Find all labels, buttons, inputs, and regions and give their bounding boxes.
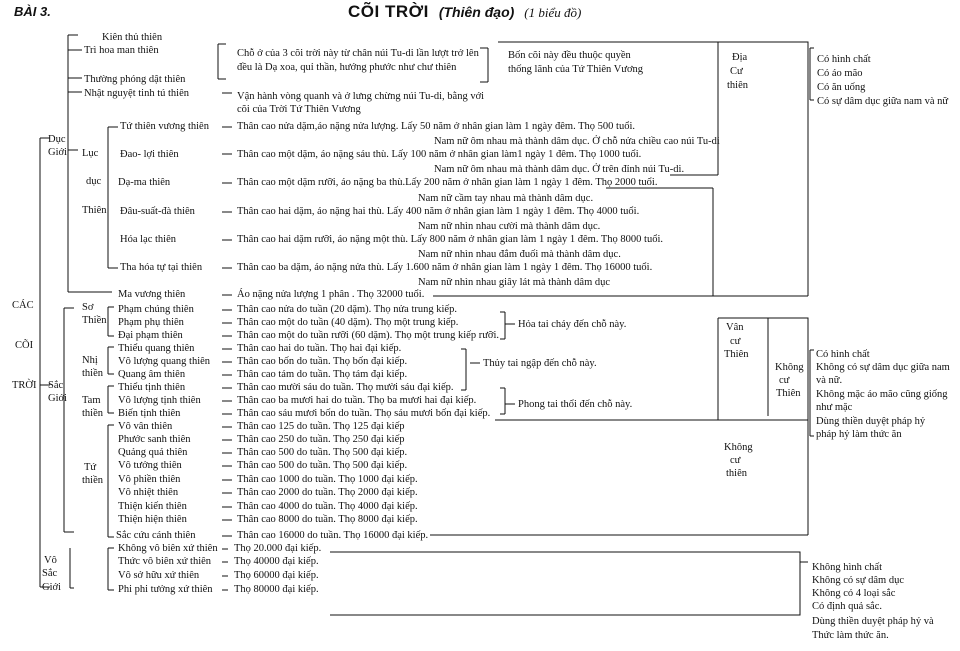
formless-heaven-name-3: Vô sở hữu xứ thiên <box>118 570 200 581</box>
title-main: CÕI TRỜI <box>348 2 429 21</box>
lesson-label: BÀI 3. <box>14 4 51 19</box>
form-heaven-name-9: Biến tịnh thiên <box>118 408 181 419</box>
six-heavens-label-3: Thiên <box>82 205 107 216</box>
six-heaven-extra-4: Nam nữ nhìn nhau cười mà thành dâm dục. <box>418 221 601 232</box>
trait-form-6: Dùng thiền duyệt pháp hỷ <box>816 416 926 427</box>
class-sky-2: cư <box>730 455 741 466</box>
six-heaven-extra-1: Nam nữ ôm nhau mà thành dâm dục. Ở chỗ nửa chiều cao núi Tu-di <box>434 136 720 147</box>
trait-form-1: Có hình chất <box>816 349 870 360</box>
form-heaven-desc-10: Thân cao 125 do tuần. Thọ 125 đại kiếp <box>237 421 405 432</box>
class-sky2-2: cư <box>779 375 790 386</box>
form-heaven-desc-16: Thân cao 4000 do tuần. Thọ 4000 đại kiếp. <box>237 501 418 512</box>
trait-formless-2: Không có sự dâm dục <box>812 575 905 586</box>
trait-form-7: pháp hỷ làm thức ăn <box>816 429 902 440</box>
six-heaven-extra-2: Nam nữ ôm nhau mà thành dâm dục. Ở trên đỉnh núi Tu-di. <box>434 164 685 175</box>
realm-formless-2: Sắc <box>42 568 58 579</box>
mara-heaven-desc: Áo nặng nửa lượng 1 phân . Thọ 32000 tuổi. <box>237 289 425 300</box>
top-item-1: Kiên thủ thiên <box>102 32 163 43</box>
trait-form-3: và nữ. <box>816 375 843 386</box>
form-heaven-name-12: Quảng quả thiên <box>118 447 188 458</box>
top-item-2: Trì hoa man thiên <box>84 45 159 56</box>
form-heaven-name-5: Vô lượng quang thiên <box>118 356 211 367</box>
formless-heaven-desc-1: Thọ 20.000 đại kiếp. <box>234 543 322 554</box>
top-note-1b: đều là Dạ xoa, quỉ thần, hướng phước như chư thiên <box>237 62 457 73</box>
form-heaven-desc-11: Thân cao 250 do tuần. Thọ 250 đại kiếp <box>237 434 405 445</box>
formless-heaven-name-4: Phi phi tưởng xứ thiên <box>118 584 213 595</box>
mara-heaven-name: Ma vương thiên <box>118 289 186 300</box>
six-heaven-desc-4: Thân cao hai dặm, áo nặng hai thù. Lấy 400 năm ở nhân gian làm 1 ngày 1 đêm. Thọ 4000 tuổi. <box>237 206 640 217</box>
realm-form-2: Giới <box>48 393 67 404</box>
realm-form-1: Sắc <box>48 380 64 391</box>
disaster-fire: Hỏa tai cháy đến chỗ này. <box>518 319 627 330</box>
trait-formless-1: Không hình chất <box>812 562 882 573</box>
trait-formless-3: Không có 4 loại sắc <box>812 588 896 599</box>
six-heaven-desc-6: Thân cao ba dặm, áo nặng nửa thù. Lấy 1.600 năm ở nhân gian làm 1 ngày 1 đêm. Thọ 16000 tuổi. <box>237 262 653 273</box>
realm-formless-3: Giới <box>42 582 61 593</box>
trait-formless-4: Có định quả sắc. <box>812 601 882 612</box>
form-heaven-name-17: Thiện hiện thiên <box>118 514 187 525</box>
six-heaven-desc-3: Thân cao một dặm rưỡi, áo nặng ba thù.Lấy 200 năm ở nhân gian làm 1 ngày 1 đêm. Thọ 2000 tuổi. <box>237 177 658 188</box>
top-note-3b: thống lãnh của Tứ Thiên Vương <box>508 64 644 75</box>
form-heaven-desc-4: Thân cao hai do tuần. Thọ hai đại kiếp. <box>237 343 402 354</box>
form-heaven-name-6: Quang âm thiên <box>118 369 186 380</box>
six-heavens-label-2: dục <box>86 176 102 187</box>
form-heaven-name-15: Vô nhiệt thiên <box>118 487 179 498</box>
trait-ground-2: Có áo mão <box>817 68 863 79</box>
form-heaven-desc-2: Thân cao một do tuần (40 dặm). Thọ một trung kiếp. <box>237 317 459 328</box>
trait-form-5: như mặc <box>816 402 853 413</box>
form-heaven-desc-12: Thân cao 500 do tuần. Thọ 500 đại kiếp. <box>237 447 408 458</box>
form-heaven-desc-3: Thân cao một do tuần rưỡi (60 dặm). Thọ một trung kiếp rưỡi. <box>237 330 499 341</box>
formless-heaven-desc-2: Thọ 40000 đại kiếp. <box>234 556 319 567</box>
trait-form-4: Không mặc áo mão cũng giống <box>816 389 948 400</box>
form-heaven-name-7: Thiểu tịnh thiên <box>118 382 186 393</box>
six-heaven-desc-1: Thân cao nửa dặm,áo nặng nửa lượng. Lấy 50 năm ở nhân gian làm 1 ngày đêm. Thọ 500 tuổi. <box>237 121 636 132</box>
top-note-1a: Chỗ ở của 3 cõi trời này từ chân núi Tu-di lần lượt trở lên <box>237 48 479 59</box>
six-heaven-name-1: Tứ thiên vương thiên <box>120 121 209 132</box>
top-note-2a: Vận hành vòng quanh và ở lưng chừng núi Tu-di, bằng với <box>237 91 485 102</box>
class-pure-1: Vân <box>726 322 744 333</box>
trait-ground-3: Có ăn uống <box>817 82 866 93</box>
dhyana-first-2: Thiền <box>82 315 107 326</box>
class-ground-2: Cư <box>730 66 743 77</box>
form-heaven-desc-8: Thân cao ba mươi hai do tuần. Thọ ba mươi hai đại kiếp. <box>237 395 477 406</box>
dhyana-fourth-1: Tứ <box>84 462 97 473</box>
top-item-3: Thường phóng dật thiên <box>84 74 186 85</box>
six-heaven-extra-3: Nam nữ cầm tay nhau mà thành dâm dục. <box>418 193 594 204</box>
root-label-3: TRỜI <box>12 380 37 391</box>
class-sky2-3: Thiên <box>776 388 801 399</box>
form-heaven-name-4: Thiểu quang thiên <box>118 343 195 354</box>
top-note-2b: cõi của Trời Tứ Thiên Vương <box>237 104 361 115</box>
six-heaven-name-5: Hóa lạc thiên <box>120 234 176 245</box>
trait-formless-6: Thức làm thức ăn. <box>812 630 889 641</box>
class-pure-2: cư <box>730 336 741 347</box>
formless-heaven-desc-3: Thọ 60000 đại kiếp. <box>234 570 319 581</box>
form-heaven-name-14: Vô phiền thiên <box>118 474 181 485</box>
form-heaven-desc-9: Thân cao sáu mươi bốn do tuần. Thọ sáu mươi bốn đại kiếp. <box>237 408 491 419</box>
six-heaven-name-6: Tha hóa tự tại thiên <box>120 262 203 273</box>
root-label-1: CÁC <box>12 300 34 311</box>
formless-heaven-name-2: Thức vô biên xứ thiên <box>118 556 212 567</box>
six-heaven-desc-2: Thân cao một dặm, áo nặng sáu thù. Lấy 100 năm ở nhân gian làm1 ngày 1 đêm. Thọ 1000 tuổi. <box>237 149 642 160</box>
top-item-4: Nhật nguyệt tinh tú thiên <box>84 88 189 99</box>
disaster-wind: Phong tai thổi đến chỗ này. <box>518 399 633 410</box>
six-heaven-extra-6: Nam nữ nhìn nhau giây lát mà thành dâm dục <box>418 277 611 288</box>
dhyana-first-1: Sơ <box>82 302 94 313</box>
form-heaven-name-8: Vô lượng tịnh thiên <box>118 395 201 406</box>
form-heaven-desc-17: Thân cao 8000 do tuần. Thọ 8000 đại kiếp. <box>237 514 418 525</box>
dhyana-third-2: thiền <box>82 408 103 419</box>
form-heaven-desc-13: Thân cao 500 do tuần. Thọ 500 đại kiếp. <box>237 460 408 471</box>
six-heaven-name-4: Đâu-suất-đà thiên <box>120 206 195 217</box>
six-heaven-extra-5: Nam nữ nhìn nhau đắm đuối mà thành dâm dục. <box>418 249 621 260</box>
dhyana-fourth-2: thiền <box>82 475 103 486</box>
form-heaven-name-11: Phước sanh thiên <box>118 434 191 445</box>
form-heaven-name-10: Vô vân thiên <box>118 421 173 432</box>
formless-heaven-desc-4: Thọ 80000 đại kiếp. <box>234 584 319 595</box>
form-heaven-name-18: Sắc cứu cánh thiên <box>116 530 196 541</box>
form-heaven-desc-18: Thân cao 16000 do tuần. Thọ 16000 đại kiếp. <box>237 530 429 541</box>
realm-formless-1: Vô <box>44 555 57 566</box>
class-sky2-1: Không <box>775 362 804 373</box>
root-label-2: CÕI <box>15 340 34 351</box>
class-pure-3: Thiên <box>724 349 749 360</box>
six-heaven-name-3: Dạ-ma thiên <box>118 177 171 188</box>
trait-ground-4: Có sự dâm dục giữa nam và nữ <box>817 96 949 107</box>
dhyana-second-2: thiền <box>82 368 103 379</box>
form-heaven-name-3: Đại phạm thiên <box>118 330 183 341</box>
form-heaven-desc-7: Thân cao mười sáu do tuần. Thọ mười sáu đại kiếp. <box>237 382 454 393</box>
class-ground-3: thiên <box>727 80 748 91</box>
form-heaven-name-16: Thiện kiến thiên <box>118 501 187 512</box>
form-heaven-desc-6: Thân cao tám do tuần. Thọ tám đại kiếp. <box>237 369 408 380</box>
class-ground-1: Địa <box>732 52 748 63</box>
trait-form-2: Không có sự dâm dục giữa nam <box>816 362 950 373</box>
formless-heaven-name-1: Không vô biên xứ thiên <box>118 543 218 554</box>
form-heaven-desc-14: Thân cao 1000 do tuần. Thọ 1000 đại kiếp. <box>237 474 418 485</box>
title-subtitle: (Thiên đạo) <box>438 4 515 20</box>
disaster-water: Thủy tai ngập đến chỗ này. <box>483 358 597 369</box>
realm-desire-1: Dục <box>48 134 66 145</box>
title-note: (1 biểu đồ) <box>524 5 582 20</box>
page-title <box>348 2 581 22</box>
six-heavens-label-1: Lục <box>82 148 99 159</box>
form-heaven-name-2: Phạm phụ thiên <box>118 317 184 328</box>
six-heaven-desc-5: Thân cao hai dặm rưỡi, áo nặng một thù. Lấy 800 năm ở nhân gian làm 1 ngày 1 đêm. Thọ 8000 tuổi. <box>237 234 664 245</box>
six-heaven-name-2: Đao- lợi thiên <box>120 149 179 160</box>
form-heaven-name-13: Vô tưởng thiên <box>118 460 182 471</box>
class-sky-3: thiên <box>726 468 747 479</box>
form-heaven-desc-1: Thân cao nửa do tuần (20 dặm). Thọ nửa trung kiếp. <box>237 304 457 315</box>
realm-desire-2: Giới <box>48 147 67 158</box>
top-note-3a: Bốn cõi này đều thuộc quyền <box>508 50 631 61</box>
trait-ground-1: Có hình chất <box>817 54 871 65</box>
form-heaven-desc-15: Thân cao 2000 do tuần. Thọ 2000 đại kiếp. <box>237 487 418 498</box>
class-sky-1: Không <box>724 442 753 453</box>
dhyana-third-1: Tam <box>82 395 101 406</box>
form-heaven-name-1: Phạm chúng thiên <box>118 304 194 315</box>
trait-formless-5: Dùng thiền duyệt pháp hỷ và <box>812 616 934 627</box>
dhyana-second-1: Nhị <box>82 355 98 366</box>
form-heaven-desc-5: Thân cao bốn do tuần. Thọ bốn đại kiếp. <box>237 356 408 367</box>
